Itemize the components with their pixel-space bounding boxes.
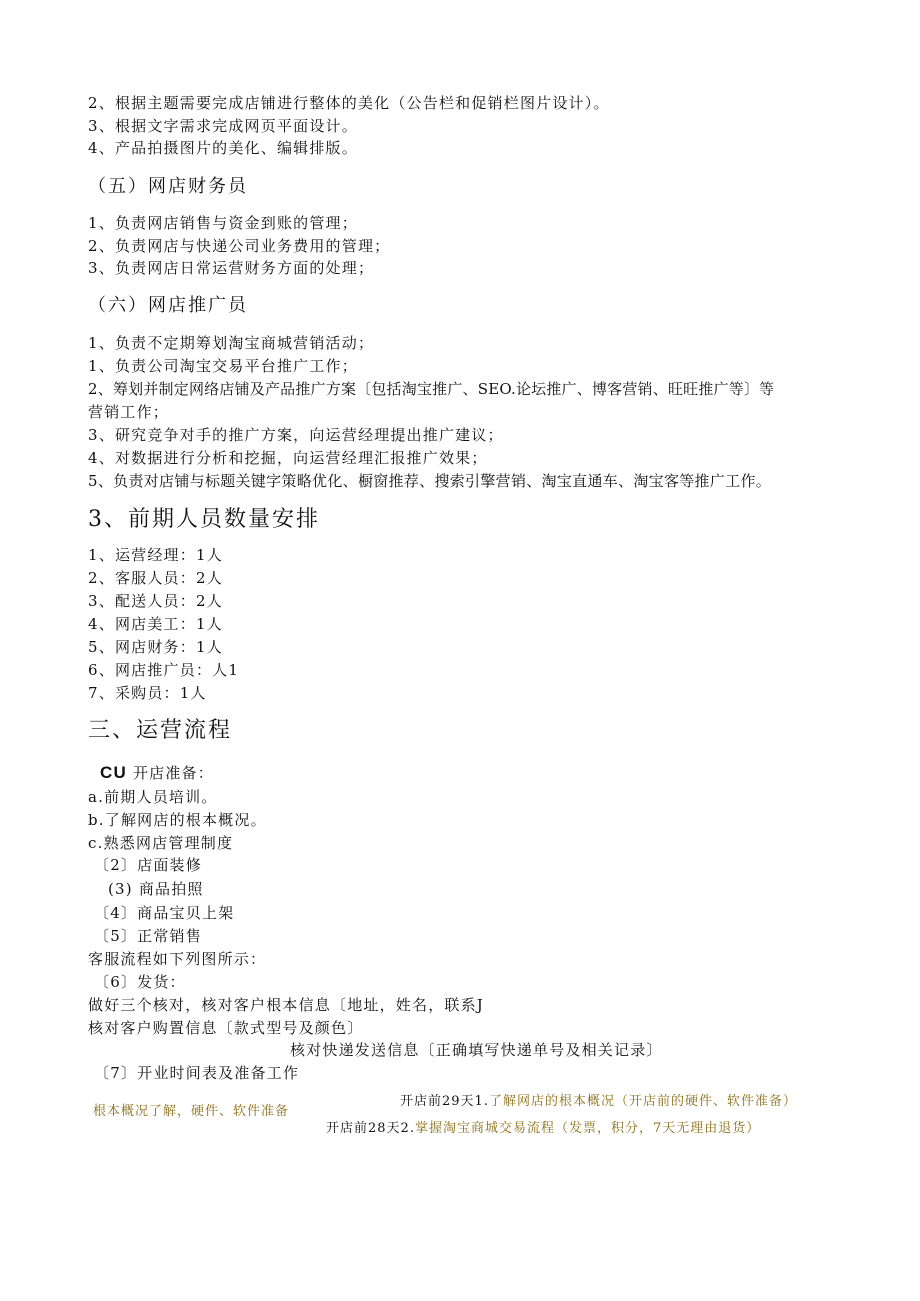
cs-flow-line: 客服流程如下列图所示： <box>88 950 267 968</box>
schedule-row-2 <box>326 1119 760 1139</box>
finance-item: 3、负责网店日常运营财务方面的处理； <box>88 259 375 277</box>
artist-line-2: 2、根据主题需要完成店铺进行整体的美化（公告栏和促销栏图片设计）。 <box>88 94 610 112</box>
schedule-row-1-prefix: 开店前29天1. <box>400 1094 489 1109</box>
step-7: 〔7〕开业时间表及准备工作 <box>94 1064 300 1082</box>
check-customer-info: 做好三个核对，核对客户根本信息〔地址，姓名，联系J <box>88 996 485 1014</box>
promoter-item: 5、负责对店铺与标题关键字策略优化、橱窗推荐、搜索引擎营销、淘宝直通车、淘宝客等推广工作。 <box>88 472 772 490</box>
staffing-item: 3、配送人员：2人 <box>88 592 223 610</box>
finance-item: 1、负责网店销售与资金到账的管理； <box>88 214 358 232</box>
schedule-row-2-text: 掌握淘宝商城交易流程（发票，积分，7天无理由退货） <box>414 1121 761 1136</box>
schedule-row-2-prefix: 开店前28天2. <box>326 1121 415 1136</box>
finance-item: 2、负责网店与快递公司业务费用的管理； <box>88 237 391 255</box>
promoter-item-cont: 营销工作； <box>88 403 170 421</box>
step-3: (3) 商品拍照 <box>108 880 204 898</box>
cu-text: 开店准备： <box>132 764 214 782</box>
schedule-left-note: 根本概况了解，硬件、软件准备 <box>93 1104 290 1119</box>
promoter-heading: （六）网店推广员 <box>88 295 248 316</box>
promoter-item: 1、负责公司淘宝交易平台推广工作； <box>88 357 358 375</box>
schedule-row-1-text: 了解网店的根本概况（开店前的硬件、软件准备） <box>488 1094 797 1109</box>
step-2: 〔2〕店面装修 <box>94 856 202 874</box>
step-a: a.前期人员培训。 <box>88 788 218 806</box>
staffing-item: 2、客服人员：2人 <box>88 569 223 587</box>
schedule-row-1 <box>400 1092 797 1112</box>
check-delivery-info: 核对快递发送信息〔正确填写快递单号及相关记录〕 <box>290 1041 663 1059</box>
staffing-heading: 3、前期人员数量安排 <box>88 507 320 532</box>
staffing-item: 4、网店美工：1人 <box>88 615 223 633</box>
check-purchase-info: 核对客户购置信息〔款式型号及颜色〕 <box>88 1019 364 1037</box>
staffing-item: 5、网店财务：1人 <box>88 638 223 656</box>
step-6: 〔6〕发货： <box>94 973 186 991</box>
artist-line-3: 3、根据文字需求完成网页平面设计。 <box>88 117 358 135</box>
step-b: b.了解网店的根本概况。 <box>88 811 267 829</box>
step-4: 〔4〕商品宝贝上架 <box>94 904 235 922</box>
promoter-item: 2、筹划并制定网络店铺及产品推广方案〔包括淘宝推广、SEO.论坛推广、博客营销、旺旺推广等〕等 <box>88 380 775 398</box>
step-c: c.熟悉网店管理制度 <box>88 834 234 852</box>
staffing-item: 7、采购员：1人 <box>88 684 207 702</box>
promoter-item: 4、对数据进行分析和挖掘，向运营经理汇报推广效果； <box>88 449 488 467</box>
cu-line <box>100 763 214 783</box>
cu-label: CU <box>100 763 127 782</box>
finance-heading: （五）网店财务员 <box>88 176 248 197</box>
artist-line-4: 4、产品拍摄图片的美化、编辑排版。 <box>88 139 358 157</box>
promoter-item: 1、负责不定期筹划淘宝商城营销活动； <box>88 334 375 352</box>
staffing-item: 1、运营经理：1人 <box>88 546 223 564</box>
staffing-item: 6、网店推广员：人1 <box>88 661 240 679</box>
promoter-item: 3、研究竞争对手的推广方案，向运营经理提出推广建议； <box>88 426 504 444</box>
process-heading: 三、运营流程 <box>88 718 233 743</box>
step-5: 〔5〕正常销售 <box>94 927 202 945</box>
